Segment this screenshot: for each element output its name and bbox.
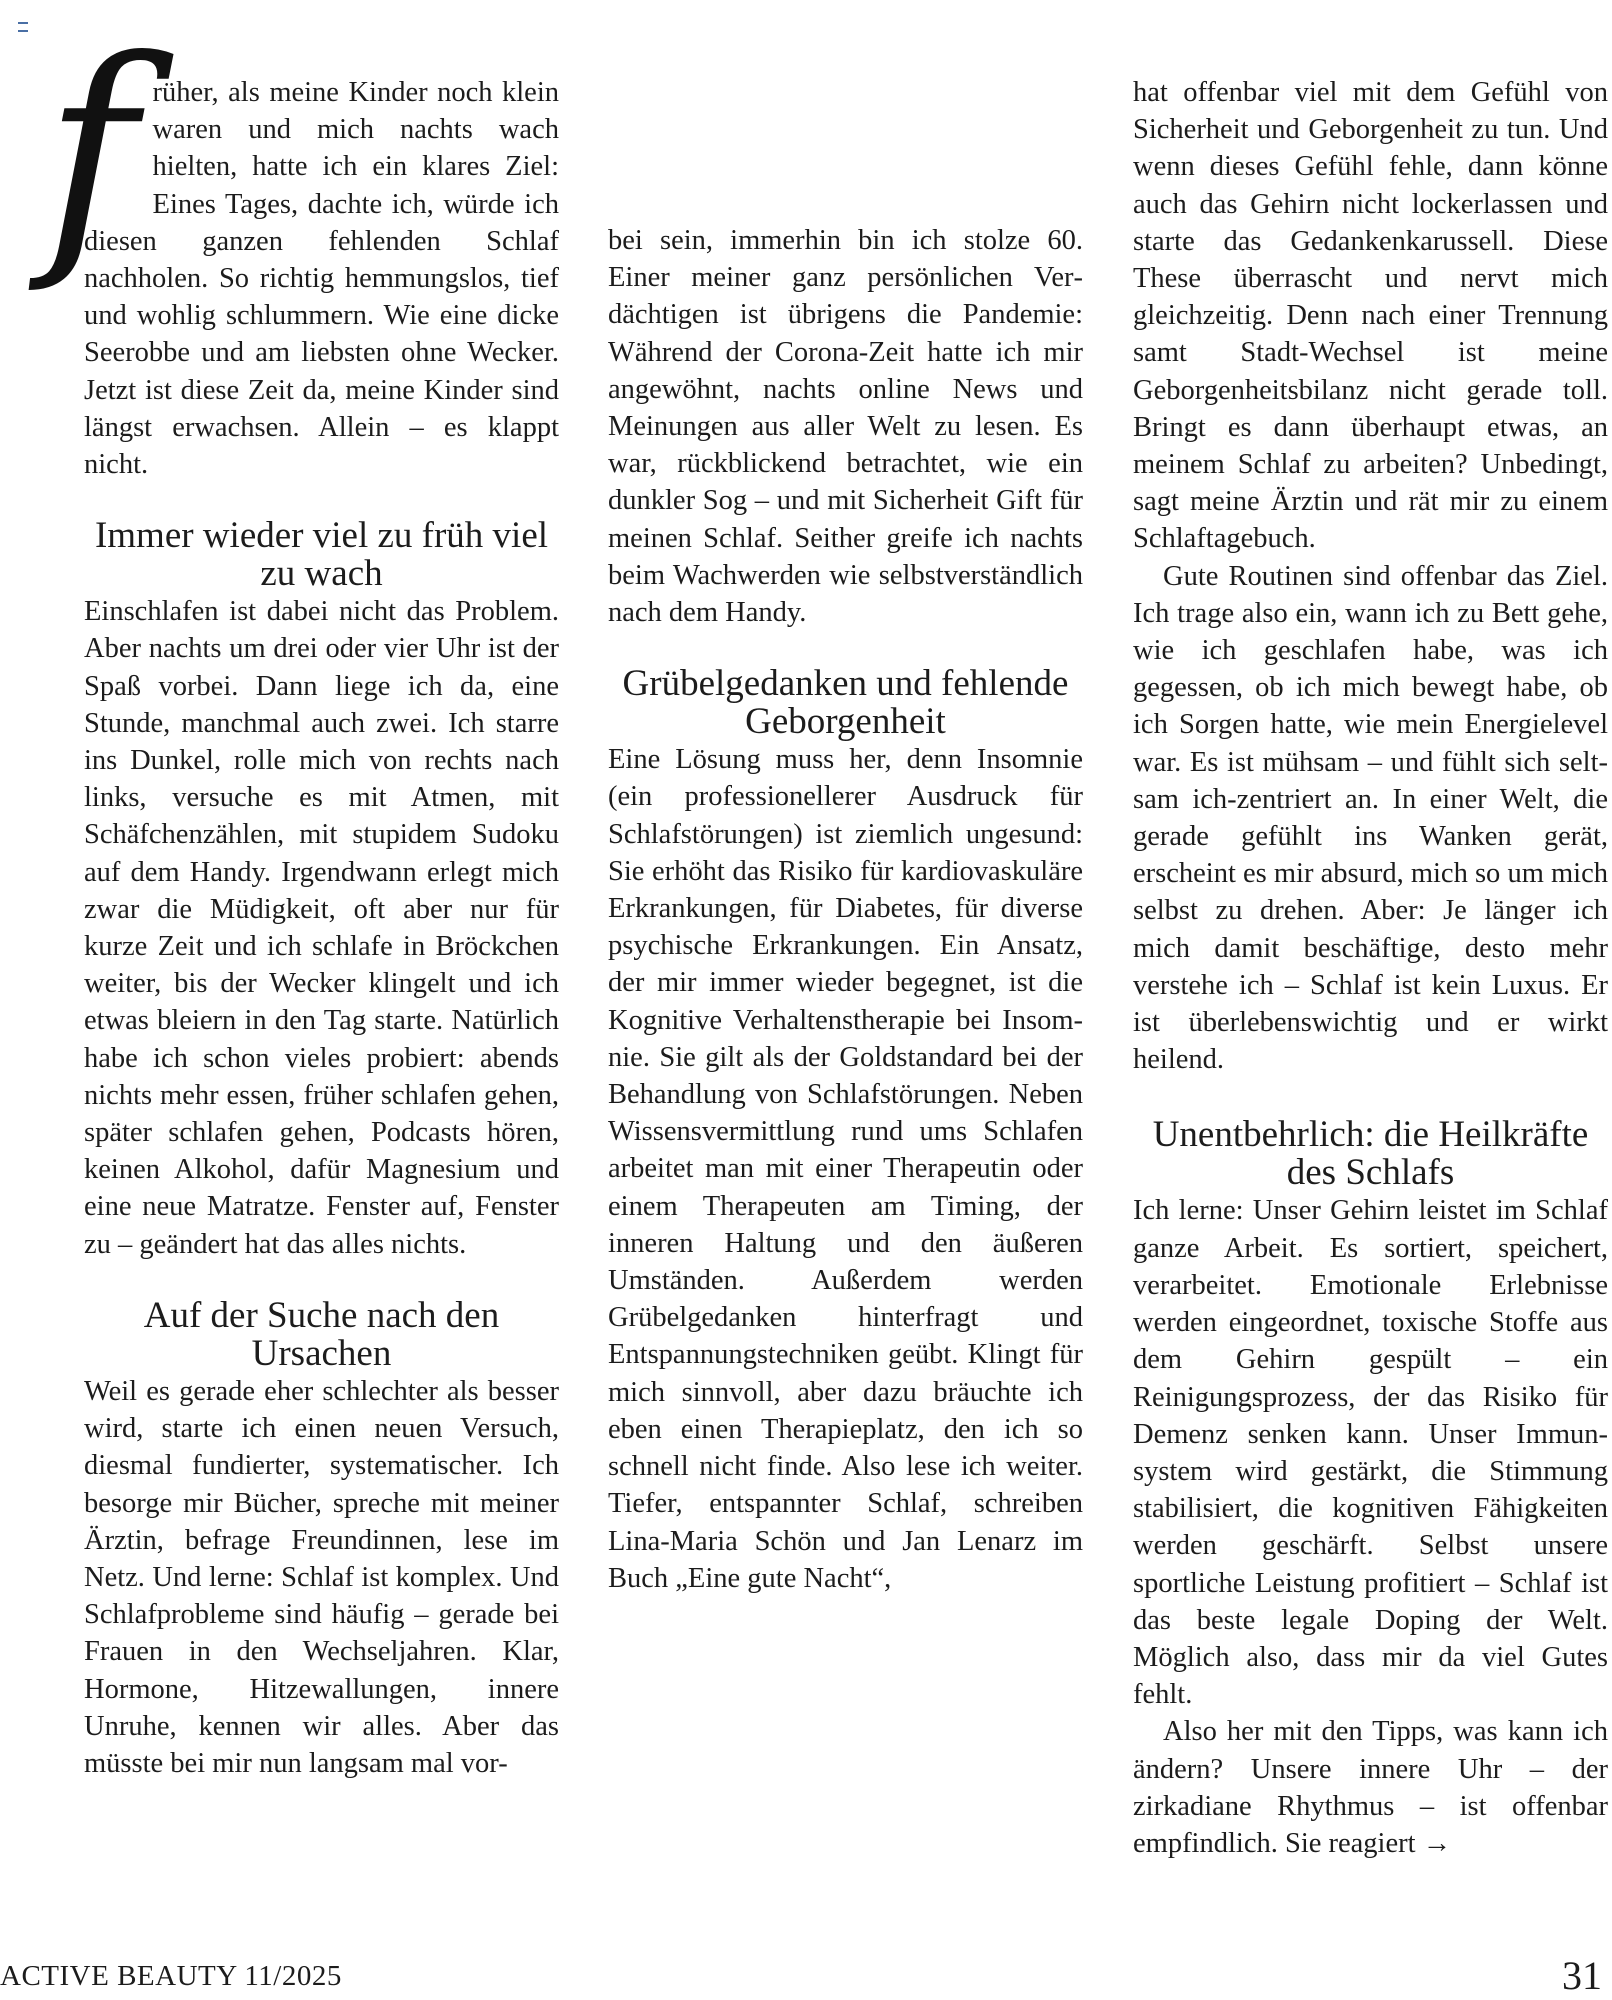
article-column-3 bbox=[1133, 74, 1608, 1862]
intro-text: rüher, als meine Kinder noch klein waren und mich nachts wach hielten, hatte ich ein klares Ziel: Eines Tages, dachte ich, würde ich diesen ganzen fehlenden Schlaf nachholen. So richtig hemmungslos, tief und wohlig schlummern. Wie eine dicke Seerobbe und am liebsten ohne Wecker. Jetzt ist diese Zeit da, meine Kinder sind längst erwachsen. Allein – es klappt nicht. bbox=[84, 77, 559, 481]
paragraph: Gute Routinen sind offenbar das Ziel. Ich trage also ein, wann ich zu Bett gehe, wie ich geschlafen habe, was ich gegessen, ob ich mich bewegt habe, ob ich Sorgen hatte, wie mein Energielevel war. Es ist mühsam – und fühlt sich seltsam ich-zentriert an. In einer Welt, die gerade gefühlt ins Wanken gerät, erscheint es mir absurd, mich so um mich selbst zu drehen. Aber: Je länger ich mich damit beschäftige, desto mehr verstehe ich – Schlaf ist kein Luxus. Er ist überlebenswichtig und er wirkt heilend. bbox=[1133, 560, 1608, 1076]
subheading: Auf der Suche nach den Ursachen bbox=[143, 1294, 500, 1374]
subheading: Grübelgedanken und fehlende Geborgenheit bbox=[622, 663, 1069, 743]
paragraph: Einschlafen ist dabei nicht das Problem. Aber nachts um drei oder vier Uhr ist der Spaß vorbei. Dann liege ich da, eine Stunde, manchmal auch zwei. Ich starre ins Dunkel, rolle mich von rechts nach links, versuche es mit Atmen, mit Schäfchenzählen, mit stupidem Sudoku auf dem Handy. Irgendwann erlegt mich zwar die Müdigkeit, oft aber nur für kurze Zeit und ich schlafe in Bröckchen weiter, bis der Wecker klingelt und ich etwas bleiern in den Tag starte. Natürlich habe ich schon vieles probiert: abends nichts mehr essen, früher schlafen gehen, später schlafen gehen, Podcasts hören, keinen Alkohol, dafür Magnesium und eine neue Matratze. Fenster auf, Fenster zu – geändert hat das alles nichts. bbox=[84, 596, 559, 1260]
paragraph: Also her mit den Tipps, was kann ich ändern? Unsere innere Uhr – der zirkadiane Rhythmus – ist offenbar empfindlich. Sie reagiert → bbox=[1133, 1716, 1608, 1859]
corner-mark bbox=[18, 22, 28, 32]
subheading: Immer wieder viel zu früh viel zu wach bbox=[94, 515, 549, 595]
paragraph: Eine Lösung muss her, denn Insomnie (ein professionellerer Ausdruck für Schlafstörungen) ist ziemlich ungesund: Sie erhöht das Risiko für kardiovaskuläre Erkrankungen, für Diabetes, für diverse psychische Erkrankungen. Ein Ansatz, der mir immer wieder begegnet, ist die Kognitive Verhaltenstherapie bei Insomnie. Sie gilt als der Goldstandard bei der Behandlung von Schlafstörungen. Neben Wissensvermittlung rund ums Schlafen arbeitet man mit einer Therapeutin oder einem Therapeuten am Timing, der inneren Haltung und den äußeren Umständen. Außerdem werden Grübelgedanken hinterfragt und Entspannungstechniken geübt. Klingt für mich sinnvoll, aber dazu bräuchte ich eben einen Therapieplatz, den ich so schnell nicht finde. Also lese ich weiter. Tiefer, entspannter Schlaf, schreiben Lina-Maria Schön und Jan Lenarz im Buch „Eine gute Nacht“, bbox=[608, 744, 1083, 1594]
paragraph: Ich lerne: Unser Gehirn leistet im Schlaf ganze Arbeit. Es sortiert, speichert, verarbeitet. Emotionale Erlebnisse werden eingeordnet, toxische Stoffe aus dem Gehirn gespült – ein Reinigungsprozess, der das Risiko für Demenz senken kann. Unser Immunsystem wird gestärkt, die Stimmung stabilisiert, die kognitiven Fähigkeiten werden geschärft. Selbst unsere sportliche Leistung profitiert – Schlaf ist das beste legale Doping der Welt. Möglich also, dass mir da viel Gutes fehlt. bbox=[1133, 1195, 1608, 1711]
article-column-2 bbox=[608, 222, 1083, 1597]
page-number: 31 bbox=[1562, 1953, 1602, 1998]
intro-paragraph bbox=[44, 6, 559, 483]
paragraph: bei sein, immerhin bin ich stolze 60. Einer meiner ganz persönlichen Verdächtigen ist übrigens die Pandemie: Während der Corona-Zeit hatte ich mir angewöhnt, nachts online News und Meinungen aus aller Welt zu lesen. Es war, rückblickend betrachtet, wie ein dunkler Sog – und mit Sicherheit Gift für meinen Schlaf. Seither greife ich nachts beim Wachwerden wie selbstverständlich nach dem Handy. bbox=[608, 225, 1083, 629]
article-column-1 bbox=[44, 6, 559, 1782]
subheading: Unentbehrlich: die Heilkräfte des Schlafs bbox=[1152, 1114, 1589, 1194]
paragraph: Weil es gerade eher schlechter als besser wird, starte ich einen neuen Versuch, diesmal fundierter, systematischer. Ich besorge mir Bücher, spreche mit meiner Ärztin, befrage Freundinnen, lese im Netz. Und lerne: Schlaf ist komplex. Und Schlafprobleme sind häufig – gerade bei Frauen in den Wechseljahren. Klar, Hormone, Hitzewallungen, innere Unruhe, kennen wir alles. Aber das müsste bei mir nun langsam mal vor- bbox=[84, 1375, 559, 1779]
magazine-footer: ACTIVE BEAUTY 11/2025 bbox=[0, 1960, 342, 1992]
dropcap: f bbox=[44, 6, 137, 297]
paragraph: hat offenbar viel mit dem Gefühl von Sicherheit und Geborgenheit zu tun. Und wenn dieses Gefühl fehle, dann könne auch das Gehirn nicht lockerlassen und starte das Gedankenkarussell. Diese These überrascht und nervt mich gleichzeitig. Denn nach einer Trennung samt Stadt-Wechsel ist meine Geborgenheitsbilanz nicht gerade toll. Bringt es dann überhaupt etwas, an meinem Schlaf zu arbeiten? Unbedingt, sagt meine Ärztin und rät mir zu einem Schlaftagebuch. bbox=[1133, 77, 1608, 555]
